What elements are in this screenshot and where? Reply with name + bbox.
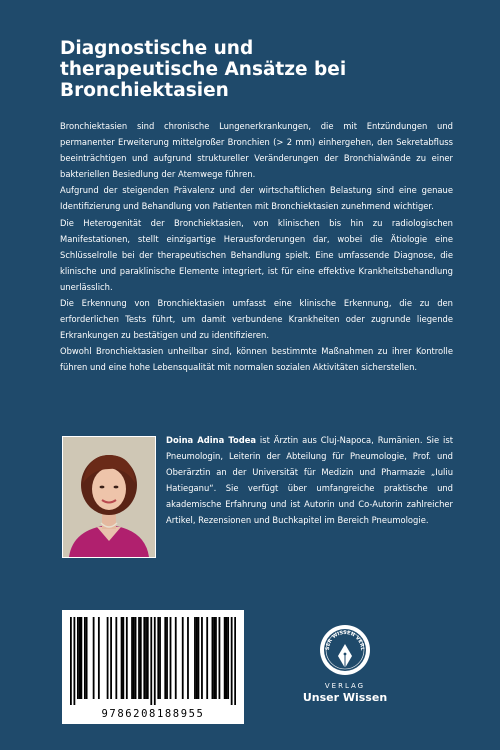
blurb-paragraph: Die Erkennung von Bronchiektasien umfasst eine klinische Erkennung, die zu den erforderlichen Tests führt, um damit verbundene Krankheiten oder zugrunde liegende Erkrankungen zu bestätigen und zu identifizieren.	[60, 298, 453, 341]
barcode-bar	[86, 617, 88, 699]
barcode-bar	[227, 617, 229, 699]
barcode-bar	[234, 617, 236, 705]
barcode-bar	[84, 617, 86, 699]
barcode-bar	[219, 617, 221, 699]
barcode-bar	[143, 617, 145, 699]
barcode-bar	[121, 617, 123, 699]
barcode-bar	[80, 617, 82, 699]
barcode-bar	[138, 617, 140, 699]
barcode-bar	[196, 617, 198, 699]
blurb	[60, 118, 453, 376]
barcode-bar	[145, 617, 147, 699]
barcode-bar	[224, 617, 226, 699]
barcode-bars	[70, 617, 236, 705]
barcode-bar	[201, 617, 203, 699]
book-title-line: therapeutische Ansätze bei	[60, 59, 347, 80]
barcode-bar	[187, 617, 189, 699]
barcode-bar	[79, 617, 81, 699]
barcode-bar	[194, 617, 196, 699]
barcode-bar	[164, 617, 166, 699]
barcode-bar	[110, 617, 112, 699]
barcode-bar	[206, 617, 208, 699]
barcode-bar	[77, 617, 79, 699]
barcode-bar	[131, 617, 133, 699]
barcode-bar	[147, 617, 149, 699]
barcode-bar	[93, 617, 95, 699]
barcode-bar	[98, 617, 100, 699]
publisher-name: Unser Wissen	[302, 691, 388, 704]
author-bio-text: ist Ärztin aus Cluj-Napoca, Rumänien. Sie ist Pneumologin, Leiterin der Abteilung für Pneumologie, Prof. und Oberärztin an der Universität für Medizin und Pharmazie „Iuliu Hatieganu“. Sie verfügt über umfangreiche praktische und akademische Erfahrung und ist Autorin und Co-Autorin zahlreicher Artikel, Rezensionen und Buchkapitel im Bereich Pneumologie.	[166, 435, 453, 526]
author-name: Doina Adina Todea	[166, 435, 257, 445]
barcode-bar	[226, 617, 228, 699]
barcode-bar	[115, 617, 117, 699]
barcode-bar	[212, 617, 214, 699]
author-portrait-icon	[63, 437, 155, 557]
isbn-number: 9786208188955	[101, 708, 205, 720]
barcode-bar	[182, 617, 184, 699]
barcode-bar	[198, 617, 200, 699]
barcode-bar	[107, 617, 109, 699]
barcode-bar	[70, 617, 72, 705]
barcode-bar	[166, 617, 168, 699]
author-photo	[62, 436, 156, 558]
barcode-bar	[159, 617, 161, 699]
fountain-pen-icon	[319, 624, 371, 676]
barcode-bar	[215, 617, 217, 699]
barcode	[62, 610, 244, 724]
book-title	[60, 38, 460, 101]
barcode-bar	[157, 617, 159, 699]
barcode-bar	[140, 617, 142, 699]
author-bio	[166, 432, 453, 529]
publisher-logo	[319, 624, 371, 676]
barcode-bar	[175, 617, 177, 699]
book-title-line: Diagnostische und	[60, 38, 254, 59]
barcode-bar	[122, 617, 124, 699]
barcode-bar	[150, 617, 152, 705]
book-title-line: Bronchiektasien	[60, 80, 229, 101]
publisher-logo-text: SER WISSEN VERL	[324, 629, 366, 651]
barcode-bar	[126, 617, 128, 699]
barcode-bar	[213, 617, 215, 699]
publisher-block	[290, 624, 400, 704]
blurb-paragraph: Obwohl Bronchiektasien unheilbar sind, können bestimmte Maßnahmen zu ihrer Kontrolle führen und eine hohe Lebensqualität mit normalen sozialen Aktivitäten sicherstellen.	[60, 346, 453, 373]
barcode-bar	[231, 617, 233, 705]
barcode-bar	[135, 617, 137, 699]
blurb-paragraph: Aufgrund der steigenden Prävalenz und der wirtschaftlichen Belastung sind eine genaue Identifizierung und Behandlung von Patienten mit Bronchiektasien zunehmend wichtiger.	[60, 185, 453, 212]
barcode-bar	[133, 617, 135, 699]
barcode-bar	[170, 617, 172, 699]
publisher-verlag-label: VERLAG	[324, 682, 366, 690]
blurb-paragraph: Die Heterogenität der Bronchiektasien, von klinischen bis hin zu radiologischen Manifestationen, stellt einzigartige Herausforderungen dar, wobei die Ätiologie eine Schlüsselrolle bei der therapeutischen Behandlung spielt. Eine umfassende Diagnose, die klinische und paraklinische Elemente integriert, ist für eine effektive Krankheitsbehandlung unerlässlich.	[60, 217, 453, 292]
barcode-bar	[154, 617, 156, 705]
blurb-paragraph: Bronchiektasien sind chronische Lungenerkrankungen, die mit Entzündungen und permanenter Erweiterung mittelgroßer Bronchien (> 2 mm) einhergehen, den Sekretabfluss beeinträchtigen und aufgrund struktureller Veränderungen der Bronchialwände zu einer bakteriellen Besiedlung der Atemwege führen.	[60, 121, 453, 180]
barcode-bar	[73, 617, 75, 705]
